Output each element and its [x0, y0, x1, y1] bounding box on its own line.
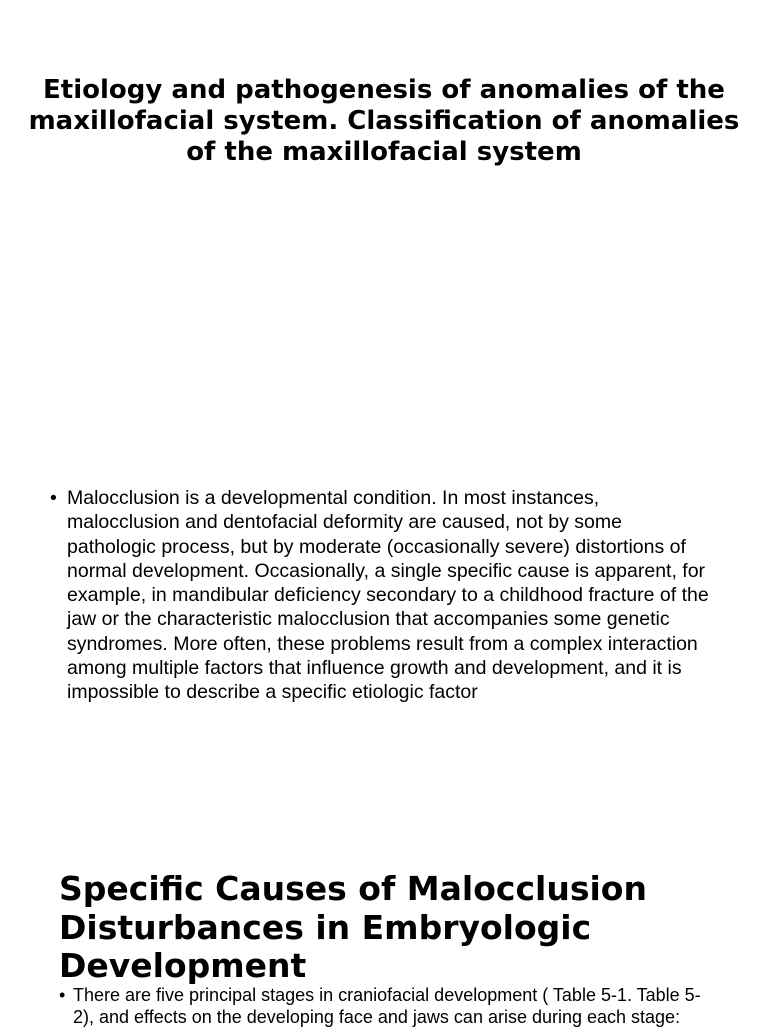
intro-bullet-item — [50, 486, 710, 705]
slide-title: Etiology and pathogenesis of anomalies of the maxillofacial system. Classification of anomalies of the maxillofacial system — [28, 75, 740, 167]
intro-bullet-text: Malocclusion is a developmental condition. In most instances, malocclusion and dentofacial deformity are caused, not by some pathologic process, but by moderate (occasionally severe) distortions of normal development. Occasionally, a single specific cause is apparent, for example, in mandibular deficiency secondary to a childhood fracture of the jaw or the characteristic malocclusion that accompanies some genetic syndromes. More often, these problems result from a complex interaction among multiple factors that influence growth and development, and it is impossible to describe a specific etiologic factor — [67, 487, 709, 704]
bullet-dot-icon: • — [59, 985, 66, 1005]
bullet-dot-icon: • — [50, 487, 57, 509]
section-bullet-item — [59, 984, 719, 1028]
section-bullet-text: There are five principal stages in craniofacial development ( Table 5-1. Table 5-2), and effects on the developing face and jaws can arise during each stage: — [73, 985, 701, 1027]
intro-bullet-list — [50, 486, 710, 705]
section-heading: Specific Causes of Malocclusion Disturbances in Embryologic Development — [59, 869, 647, 985]
section-bullet-list — [59, 984, 719, 1028]
